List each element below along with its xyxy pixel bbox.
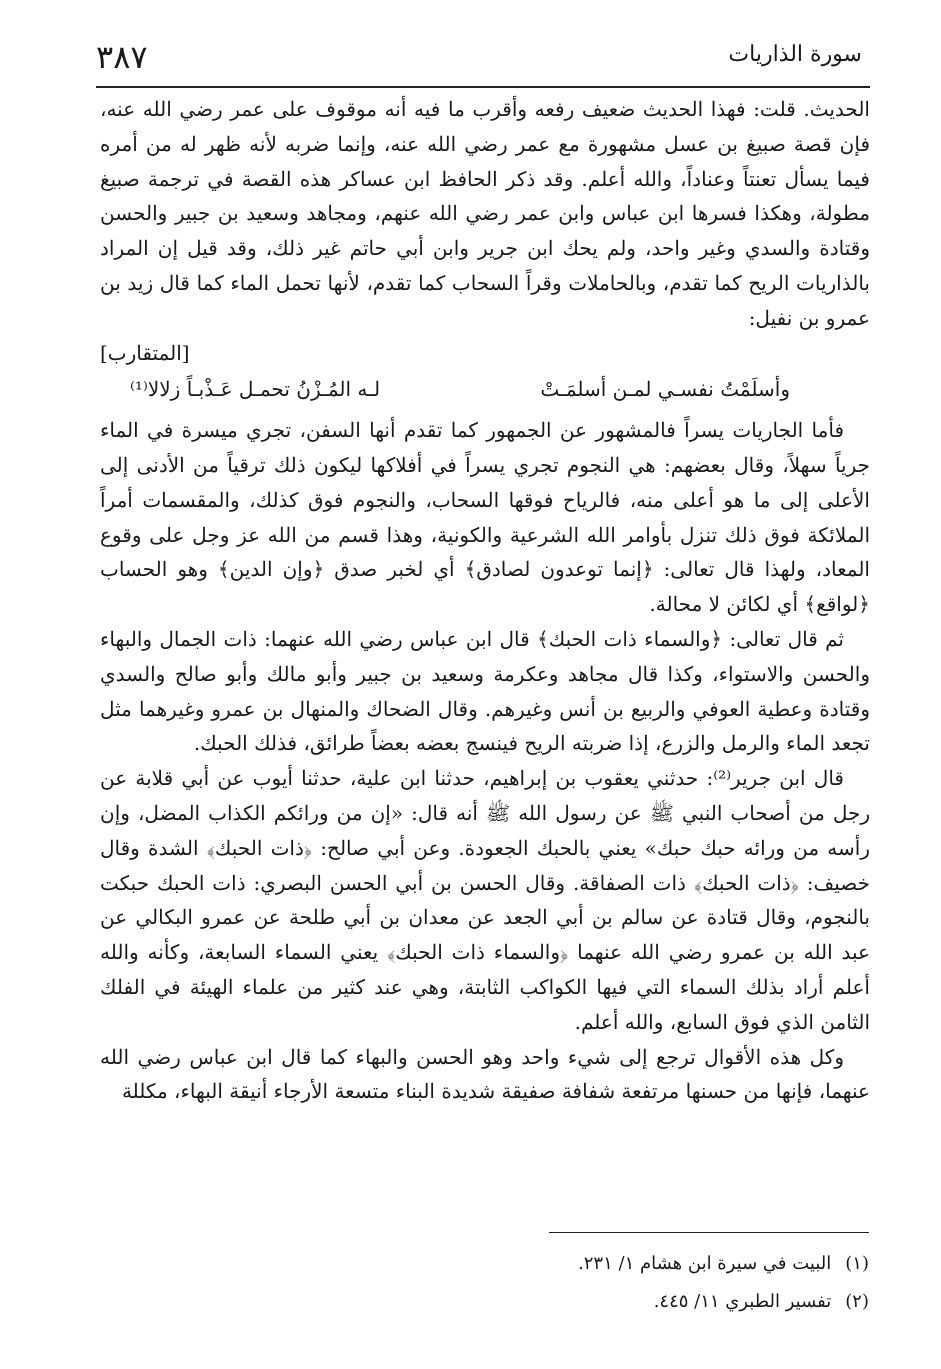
footnote-2 — [169, 1283, 869, 1321]
poetic-metre-label: [المتقارب] — [100, 340, 190, 365]
footnote-1 — [169, 1245, 869, 1283]
footnote-marker: (٢) — [845, 1291, 869, 1312]
paragraph-1: الحديث. قلت: فهذا الحديث ضعيف رفعه وأقرب ما فيه أنه موقوف على عمر رضي الله عنه، فإن قصة صبيغ بن عسل مشهورة مع عمر رضي الله عنه، وإنما ضربه لأنه ظهر له من أمره فيما يسأل تعنتاً وعناداً، والله أعلم. وقد ذكر الحافظ ابن عساكر هذه القصة في ترجمة صبيغ مطولة، وهكذا فسرها ابن عباس وابن عمر رضي الله عنهم، ومجاهد وسعيد بن جبير والحسن وقتادة والسدي وغير واحد، ولم يحك ابن جرير وابن أبي حاتم غير ذلك، وقد قيل إن المراد بالذاريات الريح كما تقدم، وبالحاملات وقراً السحاب كما تقدم، لأنها تحمل الماء كما قال زيد بن عمرو بن نفيل: — [100, 97, 870, 330]
header-divider — [96, 86, 870, 88]
running-header — [96, 38, 862, 82]
paragraph-4: قال ابن جرير⁽²⁾: حدثني يعقوب بن إبراهيم، حدثنا ابن علية، حدثنا أيوب عن أبي قلابة عن رجل من أصحاب النبي ﷺ عن رسول الله ﷺ أنه قال: «إن من ورائكم الكذاب المضل، وإن رأسه من ورائه حبك حبك» يعني بالحبك الجعودة. وعن أبي صالح: ﴿ذات الحبك﴾ الشدة وقال خصيف: ﴿ذات الحبك﴾ ذات الصفاقة. وقال الحسن بن أبي الحسن البصري: ذات الحبك حبكت بالنجوم، وقال قتادة عن سالم بن أبي الجعد عن معدان بن أبي طلحة عن عمرو البكالي عن عبد الله بن عمرو رضي الله عنهما ﴿والسماء ذات الحبك﴾ يعني السماء السابعة، وكأنه والله أعلم أراد بذلك السماء التي فيها الكواكب الثابتة، وهي عند كثير من علماء الهيئة في الفلك الثامن الذي فوق السابع، والله أعلم. — [100, 766, 870, 1034]
footnote-marker: (١) — [845, 1253, 869, 1274]
page-number: ٣٨٧ — [96, 38, 148, 76]
footnotes — [169, 1245, 869, 1321]
paragraph-3: ثم قال تعالى: ﴿والسماء ذات الحبك﴾ قال ابن عباس رضي الله عنهما: ذات الجمال والبهاء والحسن والاستواء، وكذا قال مجاهد وعكرمة وسعيد بن جبير وأبو مالك وأبو صالح والسدي وقتادة وعطية العوفي والربيع بن أنس وغيرهم. وقال الضحاك والمنهال بن عمرو وغيرهما مثل تجعد الماء والرمل والزرع، إذا ضربته الريح فينسج بعضه بعضاً طرائق، فذلك الحبك. — [100, 626, 870, 756]
paragraph-5: وكل هذه الأقوال ترجع إلى شيء واحد وهو الحسن والبهاء كما قال ابن عباس رضي الله عنهما، فإنها من حسنها مرتفعة شفافة صفيقة شديدة البناء متسعة الأرجاء أنيقة البهاء، مكللة — [100, 1044, 870, 1104]
footnote-text: البيت في سيرة ابن هشام ١/ ٢٣١. — [578, 1253, 832, 1274]
footnote-text: تفسير الطبري ١١/ ٤٤٥. — [653, 1291, 832, 1312]
footnote-divider — [549, 1232, 869, 1233]
verse-second-hemistich: لـه المُـزْنُ تحمـل عَـذْبـاً زلالا⁽¹⁾ — [130, 377, 381, 402]
verse-first-hemistich: وأسلَمْتُ نفسـي لمـن أسلمَـتْ — [540, 377, 790, 402]
paragraph-2: فأما الجاريات يسراً فالمشهور عن الجمهور كما تقدم أنها السفن، تجري ميسرة في الماء جرياً سهلاً، وقال بعضهم: هي النجوم تجري يسراً في أفلاكها ليكون ذلك ترقياً من الأدنى إلى الأعلى إلى ما هو أعلى منه، فالرياح فوقها السحاب، والنجوم فوق كذلك، والمقسمات أمراً الملائكة فوق ذلك تنزل بأوامر الله الشرعية والكونية، وهذا قسم من الله عز وجل على وقوع المعاد، ولهذا قال تعالى: ﴿إنما توعدون لصادق﴾ أي لخبر صدق ﴿وإن الدين﴾ وهو الحساب ﴿لواقع﴾ أي لكائن لا محالة. — [100, 418, 870, 617]
poetry-verse — [100, 372, 870, 407]
surah-title: سورة الذاريات — [728, 42, 862, 67]
main-text — [100, 92, 870, 1109]
